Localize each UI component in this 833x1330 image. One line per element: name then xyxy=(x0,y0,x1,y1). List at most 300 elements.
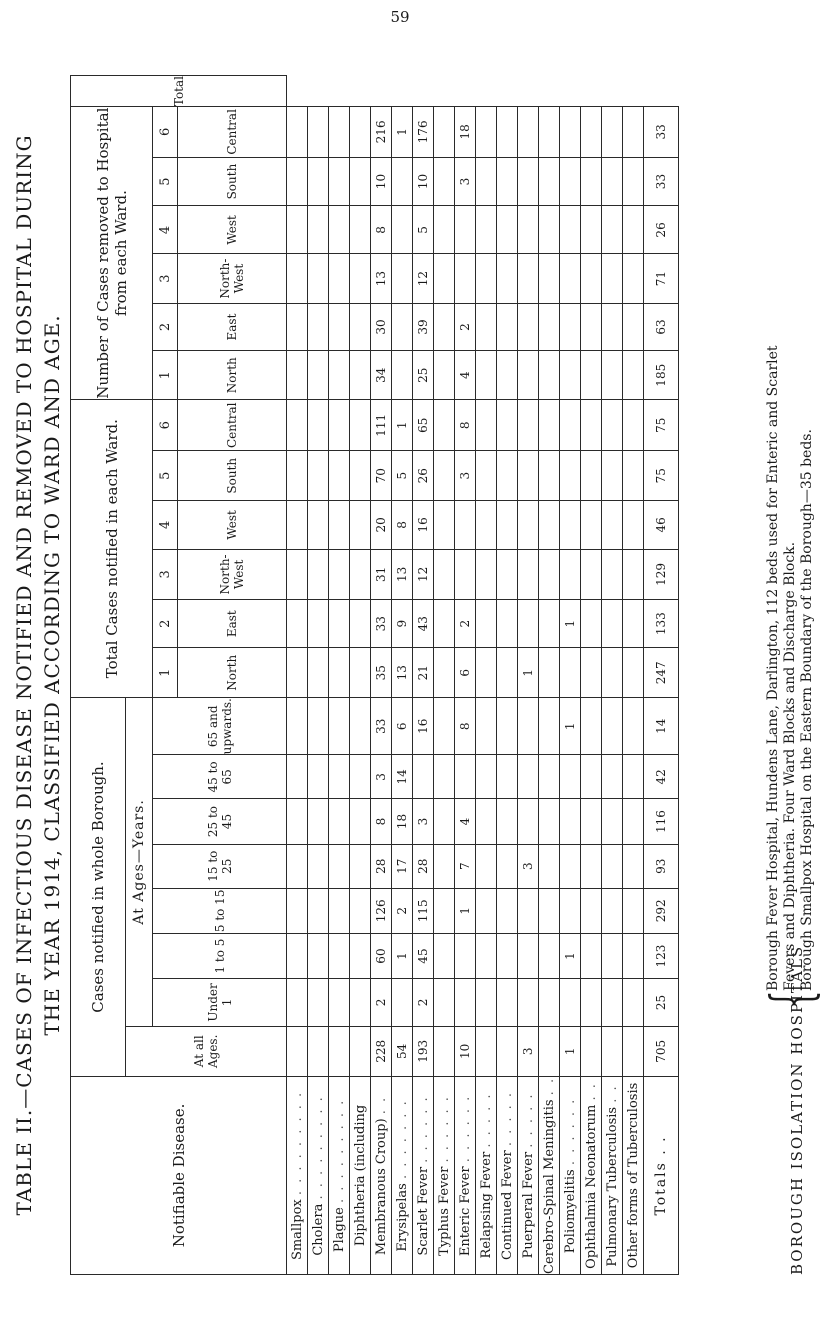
count-cell xyxy=(518,799,539,844)
count-cell xyxy=(581,400,602,451)
count-cell xyxy=(476,107,497,158)
count-cell xyxy=(623,799,644,844)
count-cell xyxy=(539,107,560,158)
count-cell: 8 xyxy=(392,501,413,550)
count-cell xyxy=(350,157,371,206)
count-cell xyxy=(476,351,497,400)
disease-name: Other forms of Tuberculosis xyxy=(625,1082,641,1269)
ward-number: 5 xyxy=(153,157,178,206)
count-cell xyxy=(518,979,539,1027)
count-cell xyxy=(455,501,476,550)
table-row xyxy=(287,76,308,1275)
count-cell: 2 xyxy=(455,303,476,351)
table-title-line-1: TABLE II.—CASES OF INFECTIOUS DISEASE NOTIFIED AND REMOVED TO HOSPITAL DURING xyxy=(12,134,36,1216)
count-cell: 111 xyxy=(371,400,392,451)
total-cell: 71 xyxy=(644,254,679,303)
count-cell xyxy=(329,600,350,648)
count-cell xyxy=(308,698,329,755)
count-cell xyxy=(308,1026,329,1076)
age-header: 45 to 65 xyxy=(153,755,287,799)
count-cell xyxy=(287,157,308,206)
age-header: 65 and upwards. xyxy=(153,698,287,755)
count-cell xyxy=(434,755,455,799)
count-cell xyxy=(329,799,350,844)
count-cell xyxy=(434,698,455,755)
count-cell xyxy=(455,933,476,978)
count-cell xyxy=(476,600,497,648)
count-cell xyxy=(287,351,308,400)
count-cell xyxy=(497,698,518,755)
count-cell xyxy=(350,933,371,978)
count-cell xyxy=(455,979,476,1027)
count-cell xyxy=(287,888,308,933)
disease-name: Ophthalmia Neonatorum xyxy=(583,1104,599,1269)
count-cell xyxy=(308,351,329,400)
count-cell: 31 xyxy=(371,549,392,599)
count-cell: 33 xyxy=(371,600,392,648)
count-cell xyxy=(623,351,644,400)
ward-name: North-West xyxy=(178,549,287,599)
count-cell xyxy=(497,254,518,303)
disease-name: Poliomyelitis xyxy=(562,1169,578,1254)
count-cell xyxy=(497,303,518,351)
count-cell xyxy=(623,1026,644,1076)
disease-name: Scarlet Fever xyxy=(415,1166,431,1256)
count-cell xyxy=(329,844,350,888)
count-cell xyxy=(350,799,371,844)
disease-name: Membranous Croup) xyxy=(373,1118,389,1256)
count-cell xyxy=(434,844,455,888)
count-cell: 5 xyxy=(413,206,434,254)
count-cell: 8 xyxy=(455,400,476,451)
count-cell xyxy=(476,549,497,599)
count-cell xyxy=(329,888,350,933)
count-cell xyxy=(350,888,371,933)
count-cell xyxy=(497,799,518,844)
count-cell xyxy=(581,888,602,933)
disease-name: Relapsing Fever xyxy=(478,1151,494,1259)
count-cell xyxy=(434,206,455,254)
count-cell: 18 xyxy=(392,799,413,844)
count-cell: 3 xyxy=(413,799,434,844)
disease-name: Cholera xyxy=(310,1203,326,1256)
count-cell xyxy=(308,107,329,158)
count-cell xyxy=(539,648,560,698)
ward-removed-header: Number of Cases removed to Hospital from each Ward. xyxy=(71,107,153,400)
count-cell xyxy=(581,933,602,978)
count-cell xyxy=(602,600,623,648)
count-cell xyxy=(308,400,329,451)
total-cell: 75 xyxy=(644,451,679,501)
count-cell xyxy=(602,844,623,888)
disease-name: Continued Fever xyxy=(499,1150,515,1260)
disease-name: Diphtheria (including xyxy=(352,1104,368,1247)
count-cell: 20 xyxy=(371,501,392,550)
table-row xyxy=(392,76,413,1275)
disease-name: Smallpox xyxy=(289,1199,305,1261)
count-cell xyxy=(623,206,644,254)
count-cell xyxy=(476,1026,497,1076)
count-cell xyxy=(623,979,644,1027)
leader-dots: . . xyxy=(604,1084,620,1103)
count-cell xyxy=(623,400,644,451)
leader-dots: . . xyxy=(541,1076,557,1096)
count-cell xyxy=(308,648,329,698)
count-cell xyxy=(560,351,581,400)
count-cell xyxy=(581,549,602,599)
count-cell xyxy=(602,1026,623,1076)
disease-rows xyxy=(287,76,679,1275)
count-cell xyxy=(434,107,455,158)
ward-number: 1 xyxy=(153,648,178,698)
count-cell xyxy=(623,844,644,888)
count-cell xyxy=(539,979,560,1027)
count-cell xyxy=(434,400,455,451)
count-cell: 2 xyxy=(455,600,476,648)
disease-name-cell xyxy=(350,1076,371,1274)
table-row xyxy=(434,76,455,1275)
count-cell xyxy=(329,1026,350,1076)
count-cell xyxy=(518,600,539,648)
ward-total-header: Total Cases notified in each Ward. xyxy=(71,400,153,698)
ward-name: West xyxy=(178,501,287,550)
count-cell xyxy=(539,755,560,799)
count-cell xyxy=(539,844,560,888)
leader-dots: . . . . . . . xyxy=(394,1099,410,1180)
disease-name-cell xyxy=(455,1076,476,1274)
count-cell: 33 xyxy=(371,698,392,755)
count-cell xyxy=(497,979,518,1027)
count-cell xyxy=(287,933,308,978)
count-cell xyxy=(350,254,371,303)
count-cell xyxy=(602,933,623,978)
disease-name-cell xyxy=(602,1076,623,1274)
count-cell: 16 xyxy=(413,698,434,755)
ward-number: 4 xyxy=(153,501,178,550)
disease-name: Plague xyxy=(331,1207,347,1253)
count-cell xyxy=(560,979,581,1027)
count-cell: 2 xyxy=(371,979,392,1027)
disease-name-cell xyxy=(476,1076,497,1274)
total-cell: 185 xyxy=(644,351,679,400)
count-cell xyxy=(623,698,644,755)
count-cell xyxy=(539,400,560,451)
count-cell xyxy=(476,254,497,303)
leader-dots: . . . . . . . . . xyxy=(289,1090,305,1196)
disease-name-cell xyxy=(560,1076,581,1274)
ward-name: North xyxy=(178,351,287,400)
disease-name-cell xyxy=(329,1076,350,1274)
count-cell xyxy=(392,206,413,254)
count-cell xyxy=(434,254,455,303)
total-cell: 46 xyxy=(644,501,679,550)
count-cell xyxy=(497,1026,518,1076)
table-row xyxy=(497,76,518,1275)
disease-name: Pulmonary Tuberculosis xyxy=(604,1106,620,1267)
count-cell xyxy=(308,451,329,501)
count-cell xyxy=(602,799,623,844)
count-cell xyxy=(581,451,602,501)
count-cell: 1 xyxy=(560,698,581,755)
leader-dots: . . . . . . xyxy=(436,1095,452,1163)
count-cell: 2 xyxy=(392,888,413,933)
ward-name: Central xyxy=(178,400,287,451)
count-cell xyxy=(287,549,308,599)
disease-name: Puerperal Fever xyxy=(520,1151,536,1259)
count-cell xyxy=(287,698,308,755)
ward-number: 6 xyxy=(153,400,178,451)
count-cell xyxy=(287,107,308,158)
leader-dots: . . . . . xyxy=(478,1092,494,1148)
totals-label: Totals xyxy=(653,1161,669,1216)
table-row xyxy=(560,76,581,1275)
count-cell xyxy=(476,844,497,888)
count-cell xyxy=(392,157,413,206)
count-cell xyxy=(350,400,371,451)
count-cell xyxy=(287,600,308,648)
count-cell xyxy=(539,451,560,501)
count-cell xyxy=(581,303,602,351)
count-cell xyxy=(308,206,329,254)
count-cell xyxy=(476,451,497,501)
count-cell xyxy=(518,888,539,933)
count-cell xyxy=(539,698,560,755)
footnote-line: Borough Smallpox Hospital on the Eastern Boundary of the Borough—35 beds. xyxy=(799,429,815,991)
count-cell xyxy=(434,549,455,599)
count-cell: 3 xyxy=(518,1026,539,1076)
count-cell xyxy=(476,933,497,978)
count-cell xyxy=(455,206,476,254)
count-cell: 3 xyxy=(518,844,539,888)
count-cell xyxy=(539,933,560,978)
ward-number: 4 xyxy=(153,206,178,254)
count-cell xyxy=(518,501,539,550)
leader-dots: . . . . . . xyxy=(415,1095,431,1163)
count-cell xyxy=(476,400,497,451)
disease-name: Enteric Fever xyxy=(457,1166,473,1257)
count-cell xyxy=(602,206,623,254)
count-cell xyxy=(392,351,413,400)
ward-number: 6 xyxy=(153,107,178,158)
count-cell xyxy=(308,979,329,1027)
count-cell xyxy=(329,107,350,158)
count-cell xyxy=(476,888,497,933)
count-cell xyxy=(434,600,455,648)
count-cell xyxy=(434,351,455,400)
ward-name: North xyxy=(178,648,287,698)
whole-borough-header: Cases notified in whole Borough. xyxy=(71,698,126,1077)
count-cell xyxy=(497,400,518,451)
count-cell xyxy=(350,549,371,599)
count-cell xyxy=(560,755,581,799)
total-cell: 25 xyxy=(644,979,679,1027)
count-cell: 8 xyxy=(371,799,392,844)
count-cell xyxy=(581,979,602,1027)
count-cell xyxy=(476,698,497,755)
disease-name-cell xyxy=(413,1076,434,1274)
count-cell xyxy=(539,206,560,254)
count-cell xyxy=(623,254,644,303)
count-cell xyxy=(581,648,602,698)
count-cell xyxy=(623,303,644,351)
count-cell: 1 xyxy=(560,1026,581,1076)
count-cell: 115 xyxy=(413,888,434,933)
count-cell: 14 xyxy=(392,755,413,799)
count-cell xyxy=(623,501,644,550)
count-cell xyxy=(518,755,539,799)
count-cell xyxy=(287,755,308,799)
count-cell: 13 xyxy=(371,254,392,303)
table-row xyxy=(602,76,623,1275)
table-row xyxy=(371,76,392,1275)
count-cell: 39 xyxy=(413,303,434,351)
count-cell xyxy=(308,933,329,978)
count-cell xyxy=(602,648,623,698)
count-cell xyxy=(329,400,350,451)
age-header: Under 1 xyxy=(153,979,287,1027)
count-cell xyxy=(287,400,308,451)
count-cell: 4 xyxy=(455,351,476,400)
count-cell: 1 xyxy=(392,400,413,451)
count-cell: 17 xyxy=(392,844,413,888)
count-cell xyxy=(455,755,476,799)
count-cell: 1 xyxy=(518,648,539,698)
count-cell xyxy=(329,206,350,254)
count-cell xyxy=(329,451,350,501)
count-cell xyxy=(329,303,350,351)
count-cell xyxy=(350,303,371,351)
footnote-line: Fevers and Diphtheria. Four Ward Blocks and Discharge Block. xyxy=(782,541,798,991)
count-cell xyxy=(518,549,539,599)
count-cell: 60 xyxy=(371,933,392,978)
ward-number: 2 xyxy=(153,600,178,648)
count-cell: 10 xyxy=(413,157,434,206)
count-cell: 4 xyxy=(455,799,476,844)
total-cell: 129 xyxy=(644,549,679,599)
table-row xyxy=(350,76,371,1275)
table-row xyxy=(539,76,560,1275)
count-cell xyxy=(308,755,329,799)
total-cell: 247 xyxy=(644,648,679,698)
ward-number: 5 xyxy=(153,451,178,501)
count-cell xyxy=(560,303,581,351)
count-cell: 34 xyxy=(371,351,392,400)
count-cell: 12 xyxy=(413,254,434,303)
count-cell xyxy=(329,648,350,698)
count-cell xyxy=(497,648,518,698)
count-cell: 3 xyxy=(455,157,476,206)
count-cell: 1 xyxy=(392,933,413,978)
total-cell: 75 xyxy=(644,400,679,451)
count-cell: 1 xyxy=(455,888,476,933)
footnote-line: Borough Fever Hospital, Hundens Lane, Darlington, 112 beds used for Enteric and Scarlet xyxy=(765,345,781,991)
count-cell xyxy=(497,844,518,888)
count-cell xyxy=(329,549,350,599)
count-cell: 8 xyxy=(455,698,476,755)
table-row xyxy=(581,76,602,1275)
count-cell xyxy=(623,755,644,799)
disease-name-cell xyxy=(518,1076,539,1274)
count-cell xyxy=(308,254,329,303)
count-cell xyxy=(560,844,581,888)
count-cell: 35 xyxy=(371,648,392,698)
count-cell xyxy=(392,979,413,1027)
count-cell xyxy=(560,254,581,303)
count-cell xyxy=(560,888,581,933)
count-cell xyxy=(350,648,371,698)
count-cell xyxy=(434,799,455,844)
notifiable-disease-header: Notifiable Disease. xyxy=(71,1076,287,1274)
count-cell xyxy=(518,451,539,501)
count-cell xyxy=(602,157,623,206)
page-number: 59 xyxy=(390,8,410,26)
all-ages-header: At all Ages. xyxy=(126,1026,287,1076)
count-cell xyxy=(581,799,602,844)
count-cell xyxy=(497,501,518,550)
count-cell xyxy=(539,888,560,933)
leader-dots: . . . . . . . . . xyxy=(331,1098,347,1203)
total-cell: 33 xyxy=(644,157,679,206)
count-cell: 1 xyxy=(560,933,581,978)
count-cell xyxy=(581,755,602,799)
disease-name-cell xyxy=(497,1076,518,1274)
count-cell xyxy=(602,755,623,799)
count-cell xyxy=(560,206,581,254)
count-cell xyxy=(581,844,602,888)
count-cell xyxy=(434,451,455,501)
ward-number: 1 xyxy=(153,351,178,400)
total-cell: 116 xyxy=(644,799,679,844)
disease-name-cell xyxy=(434,1076,455,1274)
count-cell xyxy=(434,1026,455,1076)
count-cell xyxy=(287,451,308,501)
count-cell xyxy=(329,501,350,550)
count-cell xyxy=(350,979,371,1027)
count-cell xyxy=(455,549,476,599)
total-cell: 26 xyxy=(644,206,679,254)
count-cell xyxy=(518,157,539,206)
count-cell xyxy=(350,698,371,755)
count-cell xyxy=(497,549,518,599)
count-cell: 54 xyxy=(392,1026,413,1076)
count-cell: 70 xyxy=(371,451,392,501)
rotated-page-content xyxy=(12,75,825,1275)
count-cell: 228 xyxy=(371,1026,392,1076)
count-cell xyxy=(518,351,539,400)
age-header: 5 to 15 xyxy=(153,888,287,933)
total-cell: 42 xyxy=(644,755,679,799)
total-cell: 14 xyxy=(644,698,679,755)
leader-dots: . . xyxy=(373,1095,389,1115)
count-cell xyxy=(539,799,560,844)
count-cell: 21 xyxy=(413,648,434,698)
count-cell xyxy=(329,157,350,206)
count-cell xyxy=(287,303,308,351)
count-cell xyxy=(560,648,581,698)
count-cell: 216 xyxy=(371,107,392,158)
count-cell xyxy=(287,799,308,844)
count-cell xyxy=(581,157,602,206)
count-cell: 6 xyxy=(455,648,476,698)
leader-dots: . . . . . xyxy=(499,1090,515,1147)
count-cell xyxy=(581,1026,602,1076)
count-cell xyxy=(308,157,329,206)
total-cell: 33 xyxy=(644,107,679,158)
count-cell xyxy=(581,501,602,550)
count-cell xyxy=(518,206,539,254)
count-cell xyxy=(308,888,329,933)
count-cell xyxy=(350,501,371,550)
